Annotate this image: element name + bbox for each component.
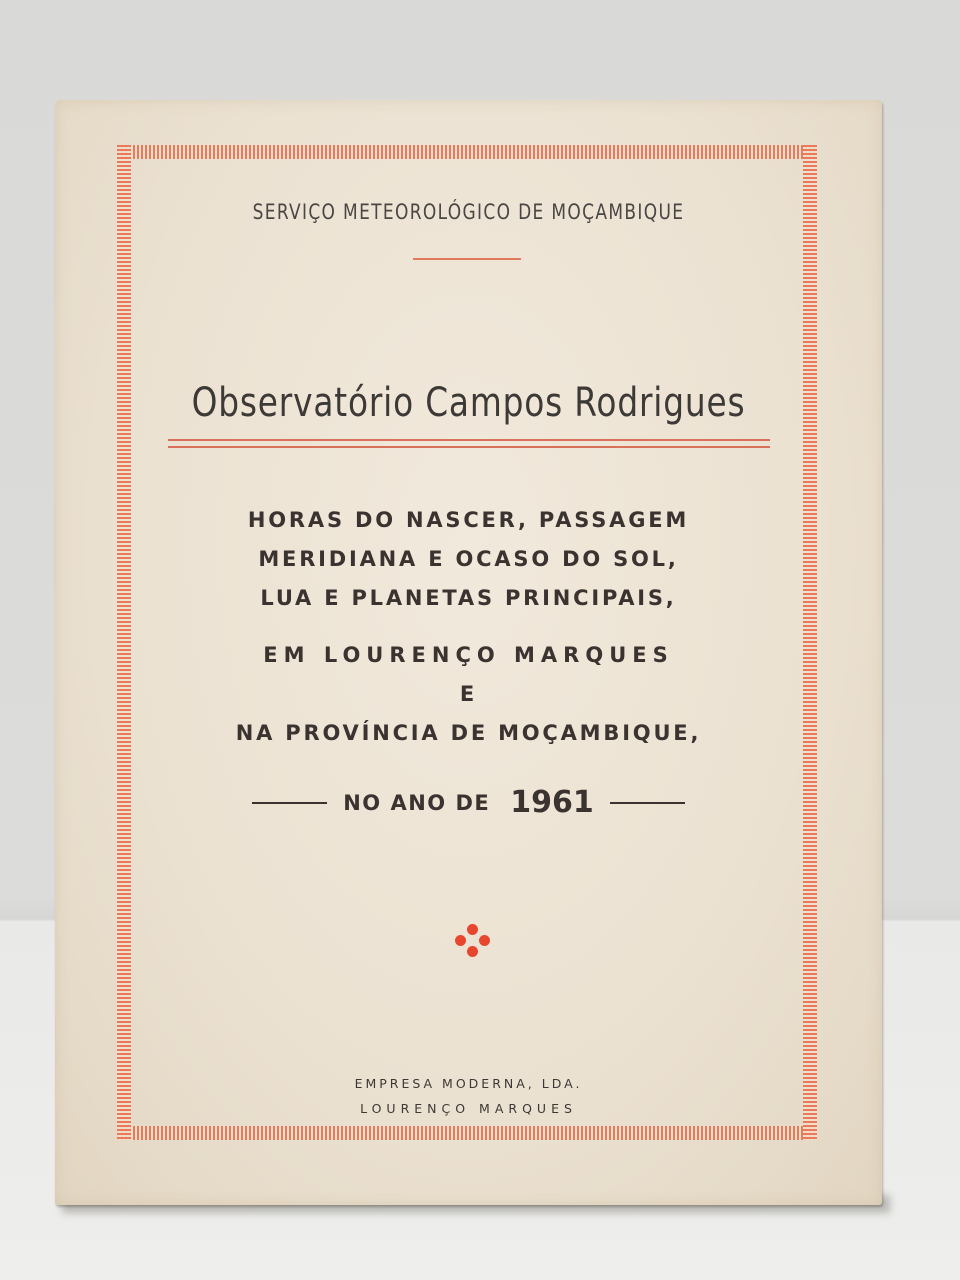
subtitle-line: NA PROVÍNCIA DE MOÇAMBIQUE, bbox=[235, 721, 702, 745]
institution-name: SERVIÇO METEOROLÓGICO DE MOÇAMBIQUE bbox=[252, 200, 685, 224]
title-underline-2 bbox=[168, 446, 770, 448]
border-bottom bbox=[117, 1126, 817, 1140]
title-underline-1 bbox=[168, 439, 770, 441]
border-top bbox=[117, 145, 817, 159]
divider-rule bbox=[413, 258, 521, 260]
subtitle-line: MERIDIANA E OCASO DO SOL, bbox=[258, 547, 679, 571]
publisher-name: EMPRESA MODERNA, LDA. bbox=[354, 1076, 583, 1091]
year-row bbox=[55, 785, 882, 820]
booklet-cover bbox=[55, 100, 882, 1205]
publisher-city: LOURENÇO MARQUES bbox=[360, 1101, 577, 1116]
dash-left bbox=[252, 802, 327, 804]
subtitle-line: EM LOURENÇO MARQUES bbox=[263, 643, 674, 667]
cover-title: Observatório Campos Rodrigues bbox=[191, 380, 746, 426]
year-label: NO ANO DE bbox=[343, 790, 491, 815]
year-number: 1961 bbox=[510, 785, 594, 820]
quatrefoil-ornament-icon bbox=[455, 924, 491, 960]
subtitle-line: E bbox=[459, 682, 478, 706]
dash-right bbox=[610, 802, 685, 804]
subtitle-line: HORAS DO NASCER, PASSAGEM bbox=[247, 508, 690, 532]
subtitle-line: LUA E PLANETAS PRINCIPAIS, bbox=[260, 586, 677, 610]
